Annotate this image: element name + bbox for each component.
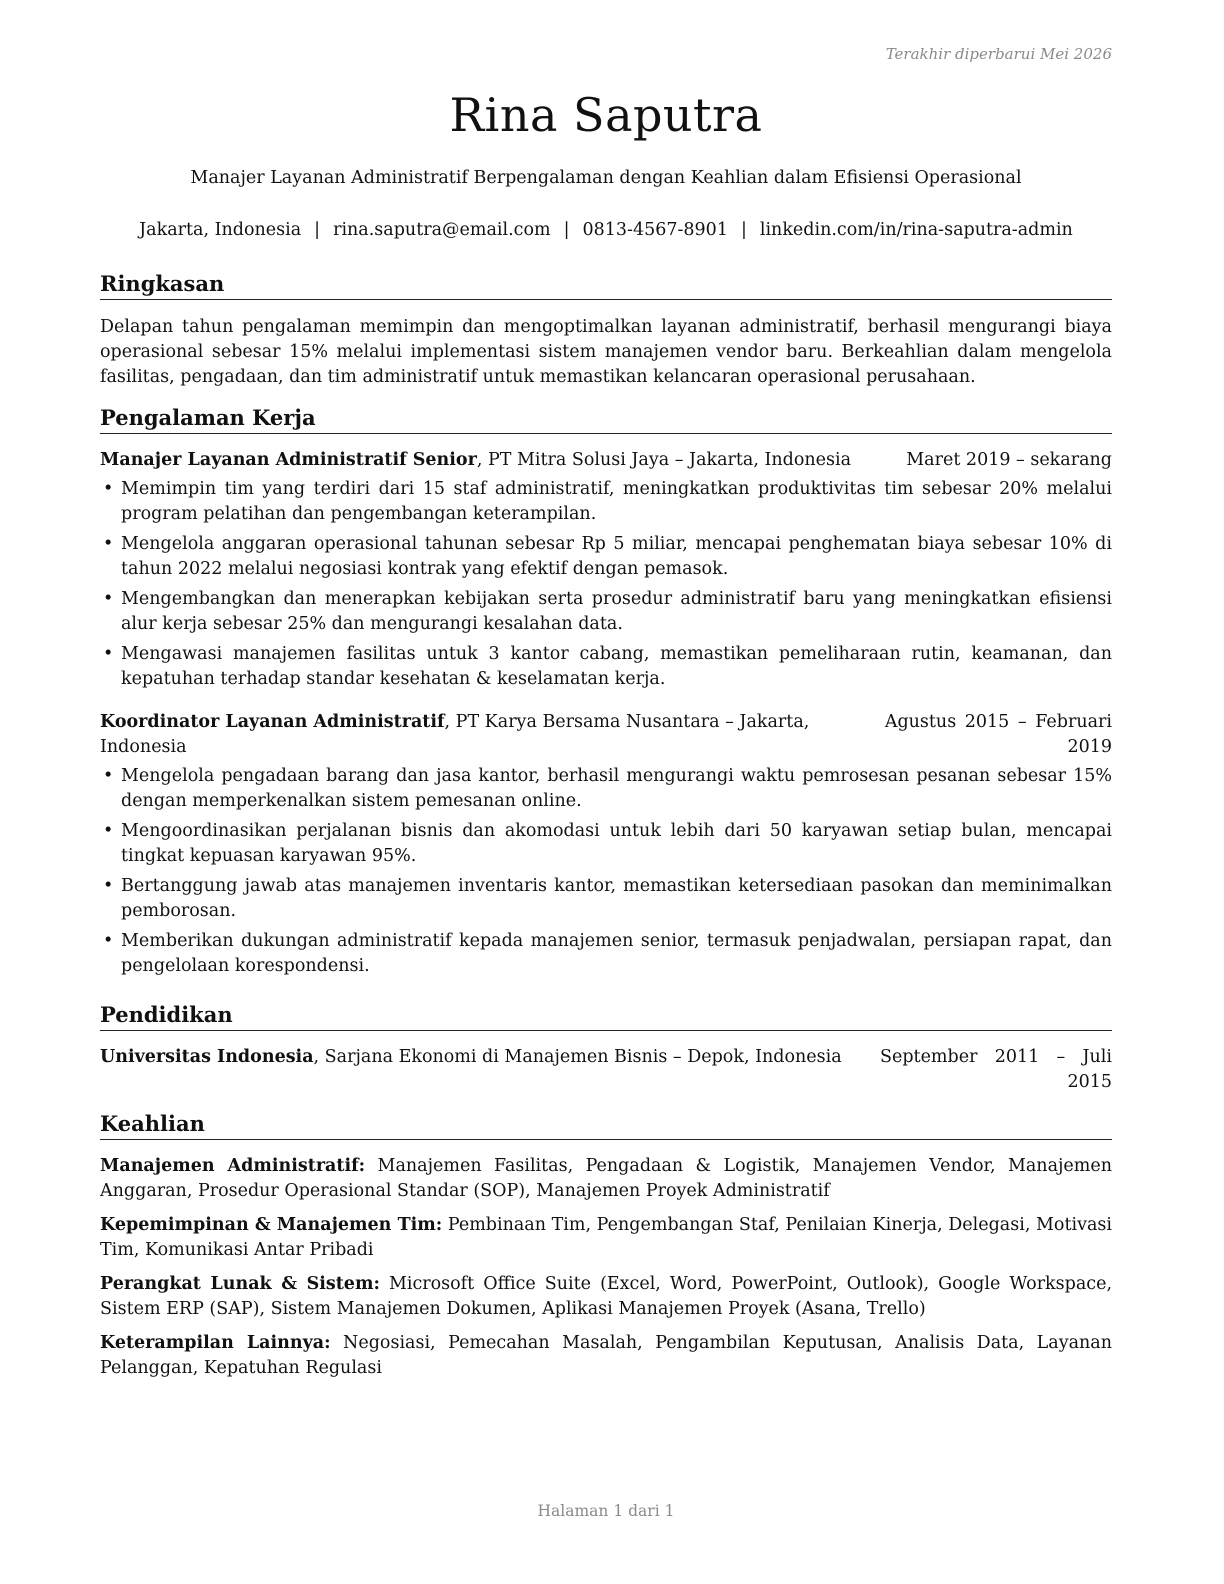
job-company: , PT Karya Bersama Nusantara – Jakarta, Indonesia [100,712,810,757]
list-item: • Mengembangkan dan menerapkan kebijakan serta prosedur administratif baru yang meningkatkan efisiensi alur kerja sebesar 25% dan mengurangi kesalahan data. [103,589,1112,634]
resume-page [100,0,1112,1584]
contact-line [100,220,1112,240]
candidate-name: Rina Saputra [449,88,763,142]
contact-email[interactable]: rina.saputra@email.com [333,220,551,240]
summary-text: Delapan tahun pengalaman memimpin dan mengoptimalkan layanan administratif, berhasil mengurangi biaya operasional sebesar 15% melalui implementasi sistem manajemen vendor baru. Berkeahlian dalam mengelola fasilitas, pengadaan, dan tim administratif untuk memastikan kelancaran operasional perusahaan. [100,317,1112,387]
list-item: • Mengelola pengadaan barang dan jasa kantor, berhasil mengurangi waktu pemrosesan pesanan sebesar 15% dengan memperkenalkan sistem pemesanan online. [103,766,1112,811]
job-bullets [100,477,1112,692]
list-item: • Memberikan dukungan administratif kepada manajemen senior, termasuk penjadwalan, persiapan rapat, dan pengelolaan korespondensi. [103,931,1112,976]
skill-group-items: Negosiasi, Pemecahan Masalah, Pengambilan Keputusan, Analisis Data, Layanan Pelanggan, Kepatuhan Regulasi [100,1333,1113,1378]
list-item: • Mengoordinasikan perjalanan bisnis dan akomodasi untuk lebih dari 50 karyawan setiap bulan, mencapai tingkat kepuasan karyawan 95%. [103,821,1112,866]
skill-group [100,1272,1112,1322]
page-number: Halaman 1 dari 1 [537,1502,675,1520]
summary-section [100,270,1112,390]
skill-group-items: Manajemen Fasilitas, Pengadaan & Logistik, Manajemen Vendor, Manajemen Anggaran, Prosedur Operasional Standar (SOP), Manajemen Proyek Administratif [100,1156,1113,1201]
job-header [100,448,1112,473]
summary-heading: Ringkasan [100,270,1112,300]
experience-heading: Pengalaman Kerja [100,404,1112,434]
list-item: • Memimpin tim yang terdiri dari 15 staf administratif, meningkatkan produktivitas tim sebesar 20% melalui program pelatihan dan pengembangan keterampilan. [103,479,1112,524]
education-entry [100,1045,1112,1095]
bullet-icon: • [103,479,114,499]
education-section [100,1001,1112,1095]
experience-section [100,404,1112,984]
bullet-icon: • [103,766,114,786]
list-item: • Mengawasi manajemen fasilitas untuk 3 kantor cabang, memastikan pemeliharaan rutin, keamanan, dan kepatuhan terhadap standar kesehatan & keselamatan kerja. [103,644,1112,689]
skill-group-label: Perangkat Lunak & Sistem: [100,1274,380,1294]
professional-headline: Manajer Layanan Administratif Berpengalaman dengan Keahlian dalam Efisiensi Operasional [190,168,1022,188]
bullet-icon: • [103,589,114,609]
job-entry [100,710,1112,979]
education-dates: September 2011 – Juli 2015 [880,1047,1112,1092]
bullet-icon: • [103,931,114,951]
education-degree: , Sarjana Ekonomi di Manajemen Bisnis – Depok, Indonesia [313,1047,842,1067]
job-dates: Agustus 2015 – Februari 2019 [884,712,1112,757]
job-title-line [100,448,851,473]
contact-separator: | [740,220,747,240]
skills-list [100,1154,1112,1381]
last-updated-note: Terakhir diperbarui Mei 2026 [885,45,1112,63]
job-role: Manajer Layanan Administratif Senior [100,450,477,470]
bullet-icon: • [103,534,114,554]
skill-group-items: Microsoft Office Suite (Excel, Word, PowerPoint, Outlook), Google Workspace, Sistem ERP (SAP), Sistem Manajemen Dokumen, Aplikasi Manajemen Proyek (Asana, Trello) [100,1274,1113,1319]
education-school: Universitas Indonesia [100,1047,314,1067]
job-dates: Maret 2019 – sekarang [906,450,1112,470]
contact-phone: 0813-4567-8901 [582,220,728,240]
contact-linkedin[interactable]: linkedin.com/in/rina-saputra-admin [759,220,1073,240]
contact-separator: | [314,220,321,240]
skill-group-label: Keterampilan Lainnya: [100,1333,331,1353]
skill-group-items: Pembinaan Tim, Pengembangan Staf, Penilaian Kinerja, Delegasi, Motivasi Tim, Komunikasi Antar Pribadi [100,1215,1112,1260]
list-item: • Bertanggung jawab atas manajemen inventaris kantor, memastikan ketersediaan pasokan dan meminimalkan pemborosan. [103,876,1112,921]
skill-group [100,1331,1112,1381]
bullet-icon: • [103,821,114,841]
job-role: Koordinator Layanan Administratif [100,712,445,732]
skills-heading: Keahlian [100,1110,1112,1140]
bullet-icon: • [103,876,114,896]
job-bullets [100,764,1112,979]
job-company: , PT Mitra Solusi Jaya – Jakarta, Indonesia [476,450,852,470]
bullet-icon: • [103,644,114,664]
contact-separator: | [563,220,570,240]
education-heading: Pendidikan [100,1001,1112,1031]
skills-section [100,1110,1112,1390]
skill-group [100,1154,1112,1204]
contact-location: Jakarta, Indonesia [139,220,302,240]
job-title-line [100,710,885,760]
job-header [100,710,1112,760]
skill-group-label: Manajemen Administratif: [100,1156,366,1176]
skill-group [100,1213,1112,1263]
list-item: • Mengelola anggaran operasional tahunan sebesar Rp 5 miliar, mencapai penghematan biaya sebesar 10% di tahun 2022 melalui negosiasi kontrak yang efektif dengan pemasok. [103,534,1112,579]
skill-group-label: Kepemimpinan & Manajemen Tim: [100,1215,443,1235]
job-entry [100,448,1112,692]
education-line [100,1045,842,1095]
